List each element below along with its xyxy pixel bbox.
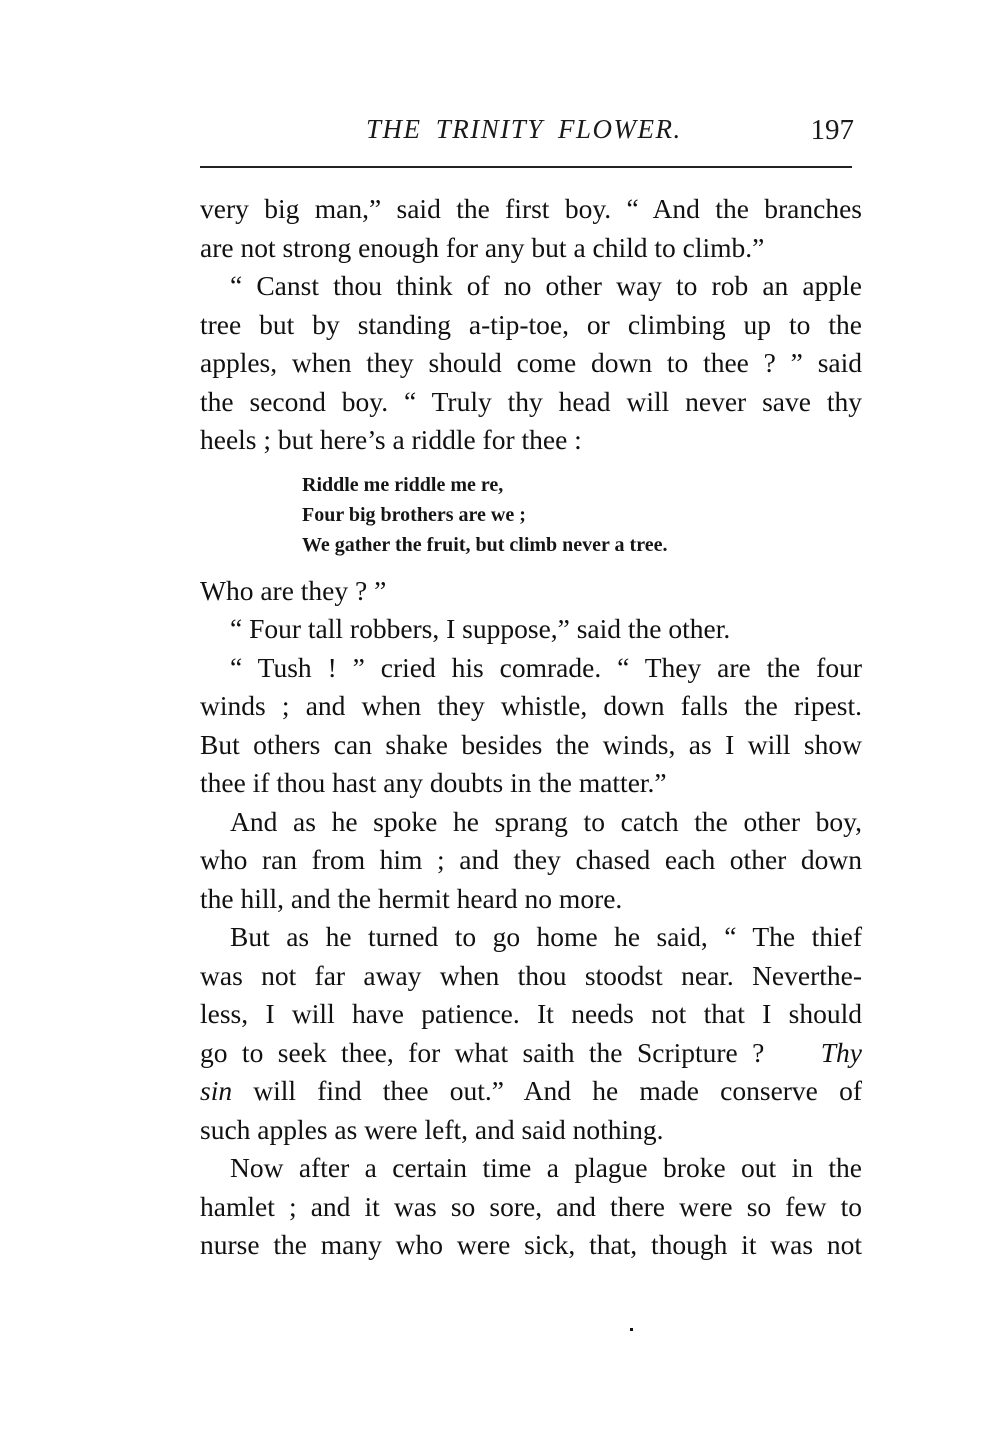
text-segment: go to seek thee, for what saith the Scripture ? (200, 1036, 765, 1068)
text-line: “ Four tall robbers, I suppose,” said the other. (230, 613, 731, 644)
text-line (200, 1072, 862, 1111)
text-line: apples, when they should come down to thee ? ” said (200, 347, 862, 378)
text-line: “ Tush ! ” cried his comrade. “ They are the four (230, 651, 862, 683)
body-text (200, 190, 862, 1265)
text-line: And as he spoke he sprang to catch the other boy, (230, 805, 862, 837)
header-rule (200, 166, 852, 168)
text-segment: will find thee out.” And he made conserve of (253, 1075, 862, 1106)
text-line: such apples as were left, and said nothing. (200, 1113, 664, 1145)
running-title: THE TRINITY FLOWER. (366, 114, 682, 144)
text-line: thee if thou hast any doubts in the matter.” (200, 767, 667, 798)
text-line: tree but by standing a-tip-toe, or climbing up to the (200, 308, 862, 340)
page-number: 197 (810, 114, 854, 146)
verse-line: Four big brothers are we ; (302, 503, 526, 526)
text-line (200, 1034, 862, 1073)
text-line: the hill, and the hermit heard no more. (200, 882, 623, 914)
text-line: Now after a certain time a plague broke out in the (230, 1152, 862, 1183)
text-line: less, I will have patience. It needs not that I should (200, 998, 862, 1029)
running-head (200, 114, 860, 154)
text-line: Who are they ? ” (200, 574, 387, 606)
verse-line: Riddle me riddle me re, (302, 473, 504, 496)
text-line: the second boy. “ Truly thy head will never save thy (200, 385, 862, 417)
text-line: But others can shake besides the winds, as I will show (200, 728, 862, 760)
scan-speck (630, 1328, 633, 1331)
verse-line: We gather the fruit, but climb never a tree. (302, 533, 668, 556)
text-line: heels ; but here’s a riddle for thee : (200, 424, 582, 455)
italic-scripture: sin (200, 1075, 233, 1106)
text-line: was not far away when thou stoodst near. Neverthe- (200, 959, 862, 991)
text-line: very big man,” said the first boy. “ And the branches (200, 193, 862, 224)
text-line: hamlet ; and it was so sore, and there were so few to (200, 1190, 862, 1222)
text-line: But as he turned to go home he said, “ The thief (230, 921, 862, 952)
riddle-verse (200, 470, 862, 560)
italic-scripture: Thy (820, 1036, 863, 1068)
text-line: “ Canst thou think of no other way to rob an apple (230, 270, 862, 301)
text-line: are not strong enough for any but a child to climb.” (200, 231, 765, 263)
text-line: winds ; and when they whistle, down falls the ripest. (200, 690, 862, 721)
text-line: nurse the many who were sick, that, though it was not (200, 1229, 862, 1260)
text-line: who ran from him ; and they chased each other down (200, 844, 862, 875)
